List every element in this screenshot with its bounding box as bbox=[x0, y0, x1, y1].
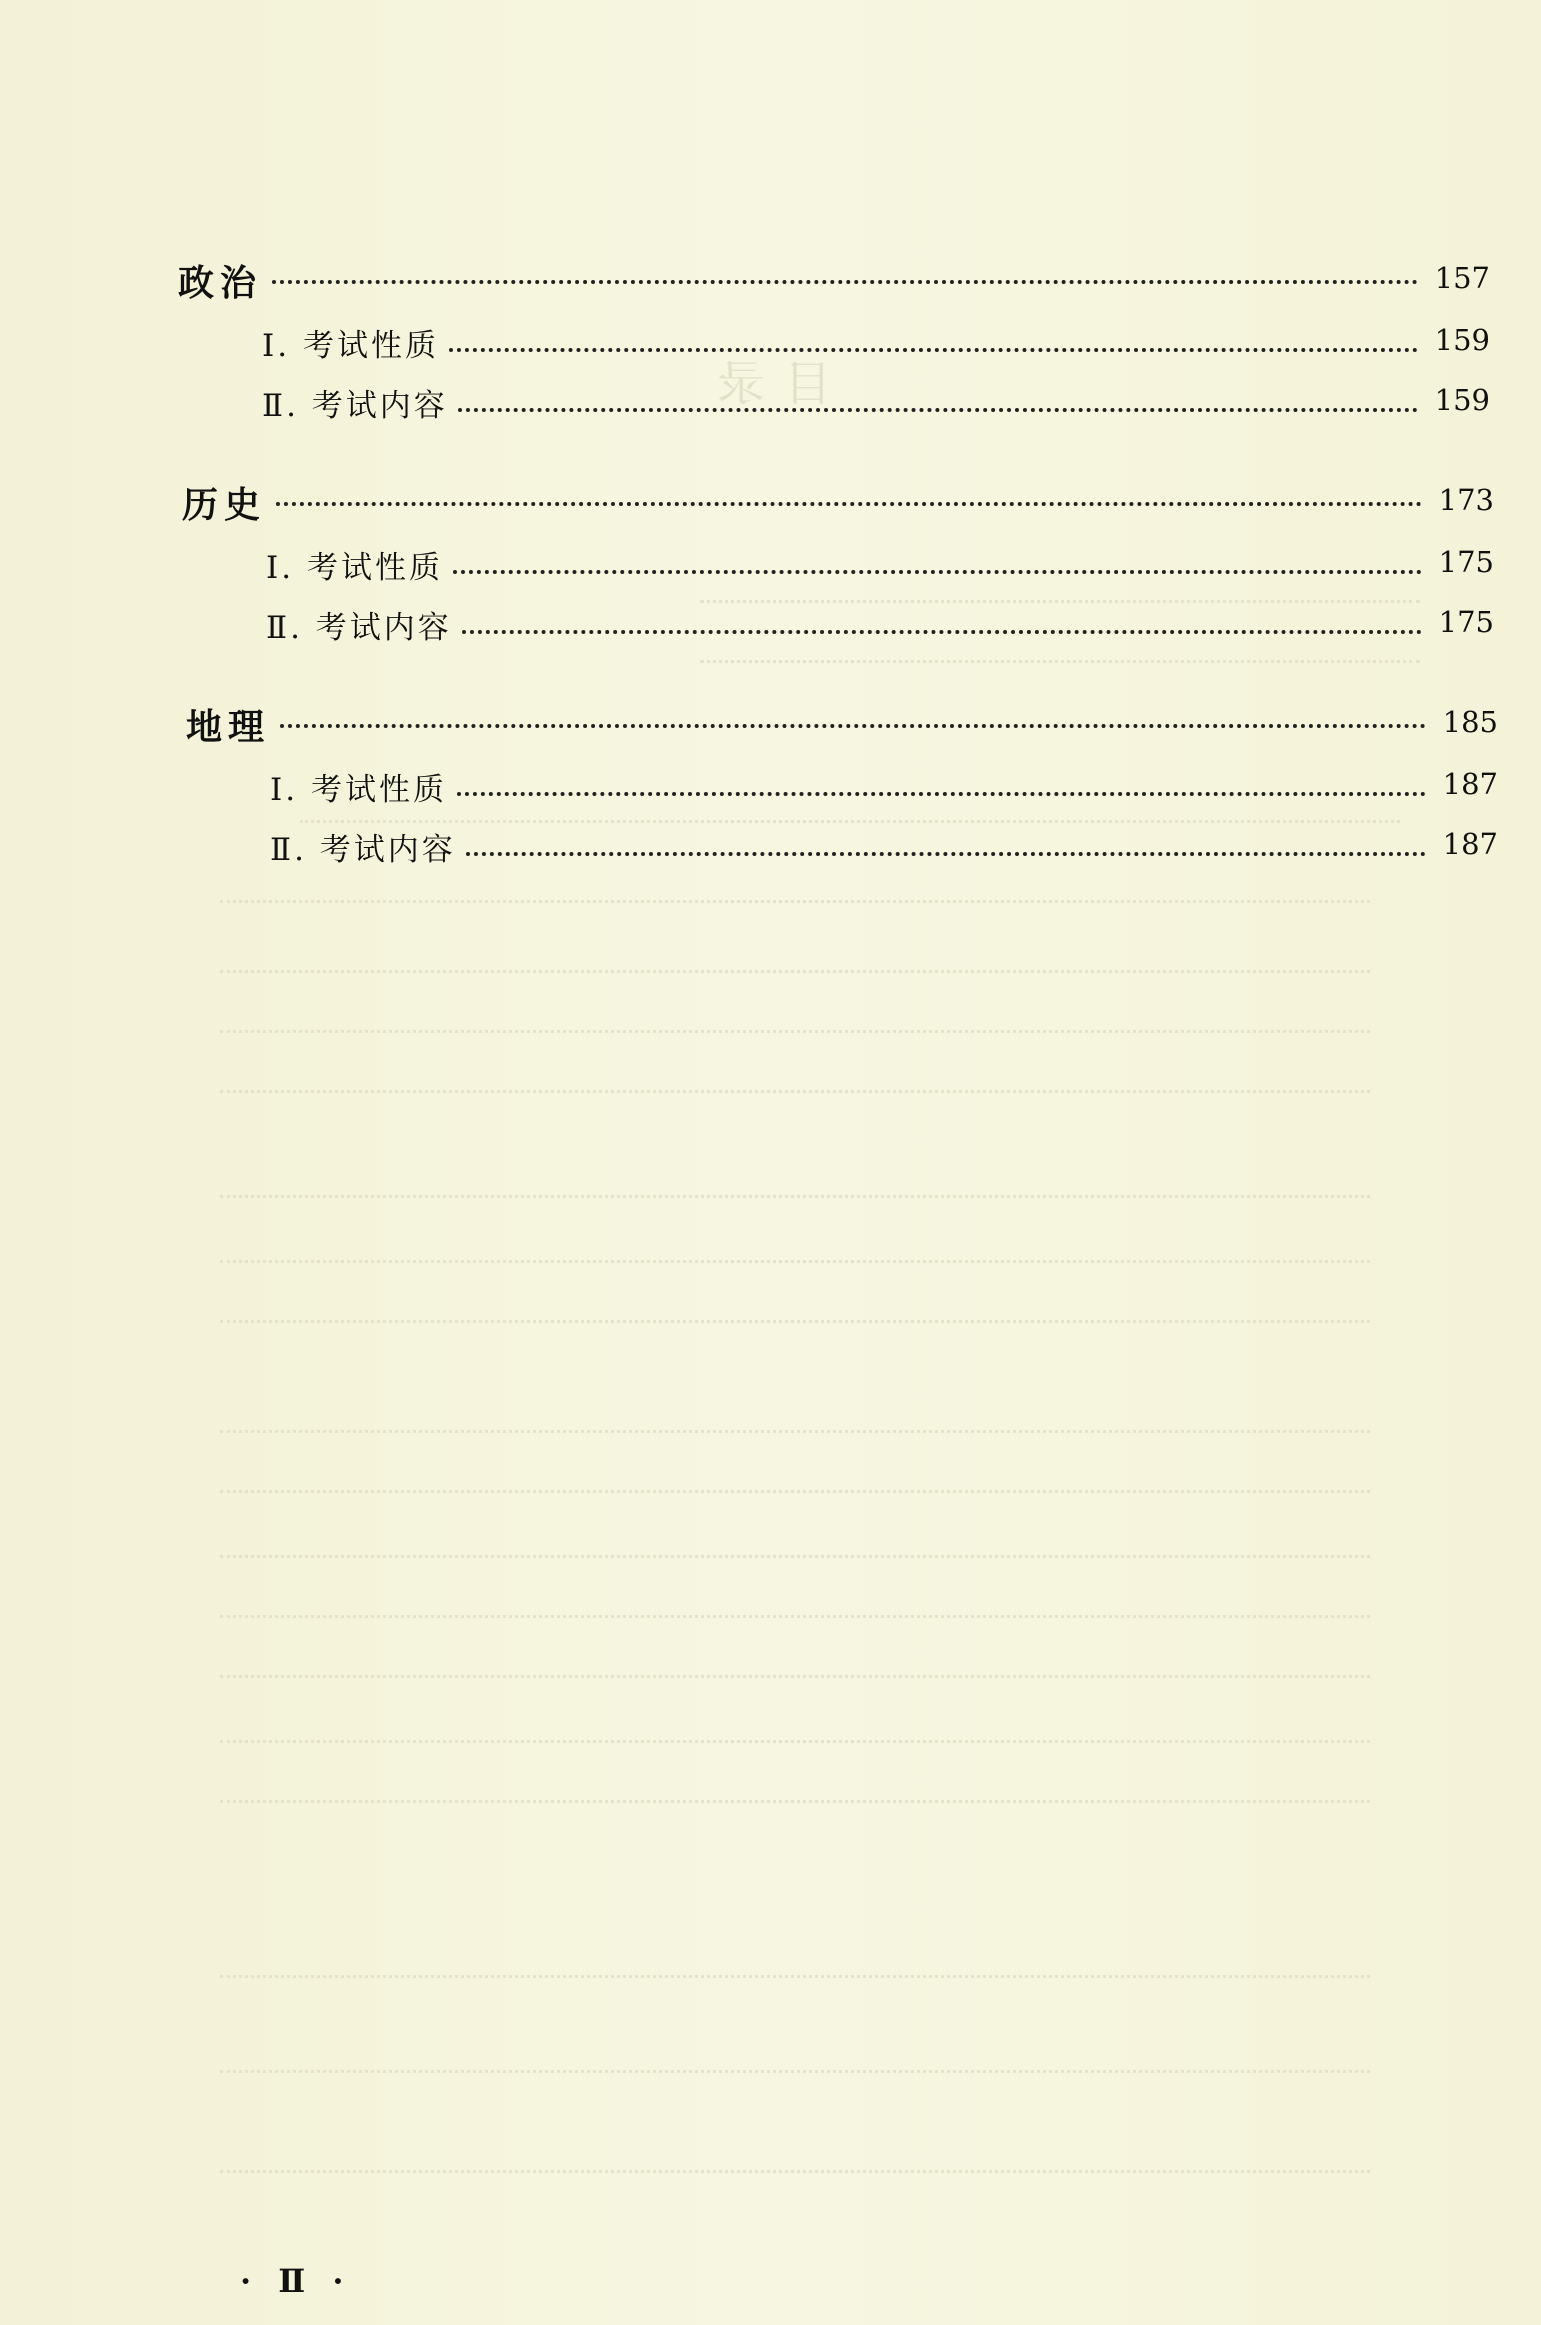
toc-page-number: 175 bbox=[1438, 605, 1494, 639]
show-through-line bbox=[700, 600, 1420, 603]
show-through-line bbox=[220, 1555, 1370, 1558]
toc-item[interactable] bbox=[266, 544, 1494, 588]
show-through-line bbox=[220, 1800, 1370, 1803]
toc-item-label: Ⅱ. 考试内容 bbox=[270, 832, 456, 868]
show-through-line bbox=[220, 1615, 1370, 1618]
toc-page-number: 159 bbox=[1434, 383, 1490, 417]
toc-section-title: 政治 bbox=[178, 263, 263, 304]
toc-page-number: 173 bbox=[1438, 483, 1494, 517]
dot-leader bbox=[462, 630, 1422, 634]
dot-leader bbox=[457, 792, 1426, 796]
show-through-line bbox=[220, 1260, 1370, 1263]
toc-item-label: Ⅱ. 考试内容 bbox=[266, 610, 452, 646]
dot-leader bbox=[449, 348, 1418, 352]
toc-item[interactable] bbox=[262, 382, 1490, 426]
toc-section-history[interactable] bbox=[182, 484, 1494, 528]
show-through-line bbox=[220, 1030, 1370, 1033]
toc-item-label: Ⅱ. 考试内容 bbox=[262, 388, 448, 424]
show-through-line bbox=[220, 970, 1370, 973]
toc-page-number: 187 bbox=[1442, 767, 1498, 801]
dot-leader bbox=[453, 570, 1422, 574]
toc-item-label: Ⅰ. 考试性质 bbox=[262, 328, 439, 364]
dot-leader bbox=[466, 852, 1426, 856]
toc-page-number: 187 bbox=[1442, 827, 1498, 861]
dot-leader bbox=[280, 724, 1426, 728]
show-through-line bbox=[220, 1490, 1370, 1493]
show-through-line bbox=[220, 1975, 1370, 1978]
dot-leader bbox=[458, 408, 1418, 412]
show-through-line bbox=[300, 820, 1400, 823]
dot-leader bbox=[272, 280, 1418, 284]
toc-page-number: 159 bbox=[1434, 323, 1490, 357]
toc-section-title: 地理 bbox=[186, 707, 271, 748]
toc-item[interactable] bbox=[270, 766, 1498, 810]
show-through-line bbox=[220, 2170, 1370, 2173]
toc-section-politics[interactable] bbox=[178, 262, 1490, 306]
show-through-line bbox=[700, 660, 1420, 663]
toc-page-number: 185 bbox=[1442, 705, 1498, 739]
toc-page-number: 157 bbox=[1434, 261, 1490, 295]
toc-section-geography[interactable] bbox=[186, 706, 1498, 750]
show-through-line bbox=[220, 2070, 1370, 2073]
show-through-line bbox=[220, 1090, 1370, 1093]
show-through-line bbox=[220, 1430, 1370, 1433]
toc-section-title: 历史 bbox=[182, 485, 267, 526]
dot-leader bbox=[276, 502, 1422, 506]
show-through-line bbox=[220, 1675, 1370, 1678]
show-through-line bbox=[220, 1320, 1370, 1323]
show-through-line bbox=[220, 1740, 1370, 1743]
show-through-line bbox=[220, 1195, 1370, 1198]
show-through-title: 目 录 bbox=[715, 356, 833, 412]
toc-item[interactable] bbox=[266, 604, 1494, 648]
folio-page-number: · Ⅱ · bbox=[240, 2262, 352, 2300]
toc-item[interactable] bbox=[270, 826, 1498, 870]
toc-item[interactable] bbox=[262, 322, 1490, 366]
toc-page-number: 175 bbox=[1438, 545, 1494, 579]
toc-item-label: Ⅰ. 考试性质 bbox=[270, 772, 447, 808]
toc-item-label: Ⅰ. 考试性质 bbox=[266, 550, 443, 586]
show-through-line bbox=[220, 900, 1370, 903]
